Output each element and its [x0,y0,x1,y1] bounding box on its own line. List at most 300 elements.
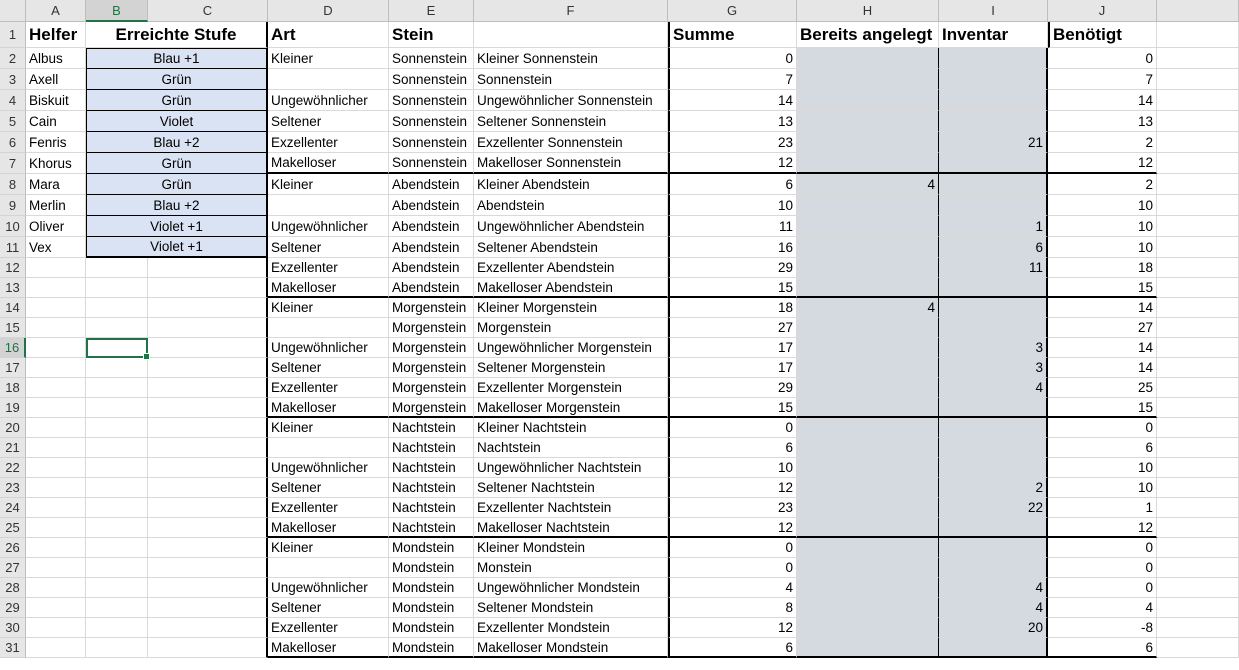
item-art[interactable]: Makelloser [268,518,389,538]
item-summe[interactable]: 11 [668,216,797,237]
item-name[interactable]: Ungewöhnlicher Nachtstein [474,458,668,478]
item-stein[interactable]: Sonnenstein [389,48,474,69]
empty-cell[interactable] [86,398,148,418]
empty-cell[interactable] [148,278,268,298]
empty-cell[interactable] [26,598,86,618]
empty-cell[interactable] [26,638,86,658]
item-name[interactable]: Sonnenstein [474,69,668,90]
empty-cell[interactable] [148,318,268,338]
item-stein[interactable]: Morgenstein [389,338,474,358]
active-cell-b16[interactable] [86,338,148,358]
row-header-8[interactable]: 8 [0,174,26,195]
header-erreichte-stufe[interactable]: Erreichte Stufe [86,22,268,48]
empty-cell[interactable] [86,258,148,278]
item-stein[interactable]: Abendstein [389,278,474,298]
item-summe[interactable]: 12 [668,153,797,174]
item-bereits-angelegt[interactable] [797,378,939,398]
header-name[interactable] [474,22,668,48]
item-name[interactable]: Makelloser Abendstein [474,278,668,298]
item-bereits-angelegt[interactable]: 4 [797,174,939,195]
column-header-e[interactable]: E [389,0,474,22]
item-inventar[interactable] [939,538,1048,558]
item-art[interactable]: Seltener [268,358,389,378]
item-inventar[interactable] [939,48,1048,69]
row-header-22[interactable]: 22 [0,458,26,478]
row-header-24[interactable]: 24 [0,498,26,518]
item-name[interactable]: Exzellenter Nachtstein [474,498,668,518]
item-summe[interactable]: 13 [668,111,797,132]
item-inventar[interactable]: 3 [939,338,1048,358]
item-name[interactable]: Seltener Mondstein [474,598,668,618]
row-header-13[interactable]: 13 [0,278,26,298]
empty-cell[interactable] [1157,398,1239,418]
item-name[interactable]: Morgenstein [474,318,668,338]
empty-cell[interactable] [26,378,86,398]
item-stein[interactable]: Nachtstein [389,518,474,538]
header-benoetigt[interactable]: Benötigt [1048,22,1157,48]
empty-cell[interactable] [86,418,148,438]
item-inventar[interactable] [939,438,1048,458]
item-inventar[interactable] [939,174,1048,195]
column-header-b[interactable]: B [86,0,148,22]
item-art[interactable]: Kleiner [268,418,389,438]
helper-name[interactable]: Biskuit [26,90,86,111]
empty-cell[interactable] [1157,438,1239,458]
empty-cell[interactable] [1157,195,1239,216]
empty-cell[interactable] [86,578,148,598]
item-name[interactable]: Kleiner Mondstein [474,538,668,558]
empty-cell[interactable] [1157,558,1239,578]
item-benoetigt[interactable]: 6 [1048,438,1157,458]
empty-cell[interactable] [148,298,268,318]
item-stein[interactable]: Sonnenstein [389,153,474,174]
item-bereits-angelegt[interactable] [797,458,939,478]
empty-cell[interactable] [148,378,268,398]
item-bereits-angelegt[interactable] [797,69,939,90]
item-bereits-angelegt[interactable] [797,398,939,418]
empty-cell[interactable] [148,638,268,658]
item-stein[interactable]: Mondstein [389,618,474,638]
empty-cell[interactable] [86,438,148,458]
item-stein[interactable]: Sonnenstein [389,132,474,153]
empty-cell[interactable] [148,338,268,358]
row-header-30[interactable]: 30 [0,618,26,638]
empty-cell[interactable] [1157,278,1239,298]
empty-cell[interactable] [1157,458,1239,478]
row-header-1[interactable]: 1 [0,22,26,48]
helper-name[interactable]: Khorus [26,153,86,174]
empty-cell[interactable] [26,278,86,298]
item-inventar[interactable] [939,298,1048,318]
empty-cell[interactable] [148,538,268,558]
item-stein[interactable]: Mondstein [389,578,474,598]
item-inventar[interactable]: 4 [939,378,1048,398]
item-summe[interactable]: 27 [668,318,797,338]
item-benoetigt[interactable]: 27 [1048,318,1157,338]
item-art[interactable]: Ungewöhnlicher [268,216,389,237]
empty-cell[interactable] [26,538,86,558]
empty-cell[interactable] [86,298,148,318]
item-name[interactable]: Exzellenter Sonnenstein [474,132,668,153]
item-inventar[interactable] [939,458,1048,478]
column-header-a[interactable]: A [26,0,86,22]
item-art[interactable] [268,438,389,458]
header-helfer[interactable]: Helfer [26,22,86,48]
item-art[interactable]: Kleiner [268,298,389,318]
item-bereits-angelegt[interactable] [797,358,939,378]
select-all-corner[interactable] [0,0,26,22]
row-header-27[interactable]: 27 [0,558,26,578]
item-benoetigt[interactable]: 0 [1048,418,1157,438]
empty-cell[interactable] [148,618,268,638]
item-stein[interactable]: Abendstein [389,216,474,237]
item-inventar[interactable]: 21 [939,132,1048,153]
empty-cell[interactable] [148,398,268,418]
empty-cell[interactable] [1157,132,1239,153]
empty-cell[interactable] [1157,418,1239,438]
item-inventar[interactable] [939,111,1048,132]
item-benoetigt[interactable]: 4 [1048,598,1157,618]
helper-name[interactable]: Cain [26,111,86,132]
empty-cell[interactable] [1157,174,1239,195]
item-stein[interactable]: Morgenstein [389,378,474,398]
item-stein[interactable]: Morgenstein [389,398,474,418]
item-art[interactable]: Seltener [268,478,389,498]
empty-cell[interactable] [1157,298,1239,318]
item-summe[interactable]: 7 [668,69,797,90]
item-summe[interactable]: 16 [668,237,797,258]
row-header-9[interactable]: 9 [0,195,26,216]
item-benoetigt[interactable]: 10 [1048,237,1157,258]
row-header-17[interactable]: 17 [0,358,26,378]
item-bereits-angelegt[interactable] [797,598,939,618]
empty-cell[interactable] [148,518,268,538]
empty-cell[interactable] [26,438,86,458]
item-inventar[interactable]: 4 [939,578,1048,598]
empty-cell[interactable] [1157,378,1239,398]
empty-cell[interactable] [1157,478,1239,498]
item-stein[interactable]: Abendstein [389,195,474,216]
item-name[interactable]: Makelloser Nachtstein [474,518,668,538]
item-stein[interactable]: Nachtstein [389,458,474,478]
item-name[interactable]: Monstein [474,558,668,578]
helper-name[interactable]: Oliver [26,216,86,237]
empty-cell[interactable] [86,318,148,338]
item-art[interactable] [268,558,389,578]
helper-stufe[interactable]: Grün [86,69,268,90]
item-benoetigt[interactable]: 0 [1048,538,1157,558]
item-name[interactable]: Nachtstein [474,438,668,458]
helper-stufe[interactable]: Blau +2 [86,195,268,216]
item-benoetigt[interactable]: 15 [1048,278,1157,298]
item-art[interactable]: Ungewöhnlicher [268,90,389,111]
item-art[interactable]: Ungewöhnlicher [268,458,389,478]
item-art[interactable] [268,195,389,216]
empty-cell[interactable] [26,338,86,358]
empty-cell[interactable] [86,638,148,658]
column-header-j[interactable]: J [1048,0,1157,22]
item-inventar[interactable]: 11 [939,258,1048,278]
item-stein[interactable]: Morgenstein [389,358,474,378]
item-inventar[interactable] [939,418,1048,438]
item-summe[interactable]: 29 [668,258,797,278]
empty-cell[interactable] [1157,153,1239,174]
item-name[interactable]: Makelloser Morgenstein [474,398,668,418]
empty-cell[interactable] [86,278,148,298]
empty-cell[interactable] [26,618,86,638]
row-header-12[interactable]: 12 [0,258,26,278]
helper-stufe[interactable]: Violet [86,111,268,132]
item-benoetigt[interactable]: -8 [1048,618,1157,638]
item-benoetigt[interactable]: 6 [1048,638,1157,658]
empty-cell[interactable] [1157,598,1239,618]
item-bereits-angelegt[interactable] [797,558,939,578]
item-stein[interactable]: Sonnenstein [389,90,474,111]
item-benoetigt[interactable]: 10 [1048,216,1157,237]
row-header-4[interactable]: 4 [0,90,26,111]
item-name[interactable]: Kleiner Sonnenstein [474,48,668,69]
empty-cell[interactable] [148,558,268,578]
empty-cell[interactable] [26,518,86,538]
row-header-21[interactable]: 21 [0,438,26,458]
item-name[interactable]: Ungewöhnlicher Sonnenstein [474,90,668,111]
item-art[interactable]: Makelloser [268,278,389,298]
empty-cell[interactable] [1157,216,1239,237]
empty-cell[interactable] [1157,237,1239,258]
empty-cell[interactable] [148,418,268,438]
row-header-26[interactable]: 26 [0,538,26,558]
column-header-h[interactable]: H [797,0,939,22]
item-benoetigt[interactable]: 14 [1048,358,1157,378]
item-inventar[interactable] [939,90,1048,111]
item-bereits-angelegt[interactable] [797,418,939,438]
row-header-19[interactable]: 19 [0,398,26,418]
item-inventar[interactable]: 6 [939,237,1048,258]
helper-stufe[interactable]: Violet +1 [86,216,268,237]
empty-cell[interactable] [86,478,148,498]
empty-cell[interactable] [86,378,148,398]
empty-cell[interactable] [86,618,148,638]
helper-name[interactable]: Vex [26,237,86,258]
row-header-14[interactable]: 14 [0,298,26,318]
item-stein[interactable]: Abendstein [389,174,474,195]
item-benoetigt[interactable]: 0 [1048,48,1157,69]
row-header-20[interactable]: 20 [0,418,26,438]
empty-cell[interactable] [1157,358,1239,378]
helper-name[interactable]: Merlin [26,195,86,216]
helper-stufe[interactable]: Blau +1 [86,48,268,69]
item-inventar[interactable]: 1 [939,216,1048,237]
item-benoetigt[interactable]: 18 [1048,258,1157,278]
item-bereits-angelegt[interactable] [797,618,939,638]
item-stein[interactable]: Mondstein [389,538,474,558]
empty-cell[interactable] [1157,111,1239,132]
item-name[interactable]: Ungewöhnlicher Mondstein [474,578,668,598]
item-benoetigt[interactable]: 10 [1048,195,1157,216]
helper-name[interactable]: Albus [26,48,86,69]
item-name[interactable]: Makelloser Mondstein [474,638,668,658]
helper-stufe[interactable]: Grün [86,153,268,174]
item-benoetigt[interactable]: 10 [1048,458,1157,478]
column-header-i[interactable]: I [939,0,1048,22]
item-inventar[interactable] [939,153,1048,174]
empty-cell[interactable] [86,598,148,618]
item-art[interactable]: Ungewöhnlicher [268,578,389,598]
item-bereits-angelegt[interactable] [797,478,939,498]
item-benoetigt[interactable]: 13 [1048,111,1157,132]
item-bereits-angelegt[interactable] [797,538,939,558]
item-summe[interactable]: 18 [668,298,797,318]
empty-cell[interactable] [1157,48,1239,69]
row-header-29[interactable]: 29 [0,598,26,618]
item-bereits-angelegt[interactable] [797,48,939,69]
item-summe[interactable]: 14 [668,90,797,111]
item-summe[interactable]: 0 [668,558,797,578]
empty-cell[interactable] [26,578,86,598]
item-benoetigt[interactable]: 15 [1048,398,1157,418]
column-header-f[interactable]: F [474,0,668,22]
item-name[interactable]: Ungewöhnlicher Morgenstein [474,338,668,358]
header-bereits-angelegt[interactable]: Bereits angelegt [797,22,939,48]
item-summe[interactable]: 17 [668,338,797,358]
item-art[interactable]: Seltener [268,237,389,258]
column-header-c[interactable]: C [148,0,268,22]
item-stein[interactable]: Nachtstein [389,478,474,498]
row-header-18[interactable]: 18 [0,378,26,398]
item-name[interactable]: Makelloser Sonnenstein [474,153,668,174]
item-bereits-angelegt[interactable] [797,132,939,153]
row-header-28[interactable]: 28 [0,578,26,598]
header-inventar[interactable]: Inventar [939,22,1048,48]
item-benoetigt[interactable]: 25 [1048,378,1157,398]
empty-cell[interactable] [26,298,86,318]
empty-cell[interactable] [148,458,268,478]
item-bereits-angelegt[interactable] [797,278,939,298]
helper-stufe[interactable]: Grün [86,174,268,195]
empty-cell[interactable] [26,318,86,338]
item-art[interactable]: Exzellenter [268,618,389,638]
header-art[interactable]: Art [268,22,389,48]
row-header-6[interactable]: 6 [0,132,26,153]
item-benoetigt[interactable]: 10 [1048,478,1157,498]
empty-cell[interactable] [86,518,148,538]
column-header-g[interactable]: G [668,0,797,22]
header-stein[interactable]: Stein [389,22,474,48]
row-header-7[interactable]: 7 [0,153,26,174]
item-stein[interactable]: Mondstein [389,598,474,618]
empty-cell[interactable] [1157,69,1239,90]
item-art[interactable]: Makelloser [268,398,389,418]
item-art[interactable]: Seltener [268,598,389,618]
empty-cell[interactable] [86,558,148,578]
item-stein[interactable]: Sonnenstein [389,69,474,90]
empty-cell[interactable] [148,578,268,598]
item-benoetigt[interactable]: 12 [1048,153,1157,174]
item-inventar[interactable] [939,398,1048,418]
empty-cell[interactable] [148,258,268,278]
item-benoetigt[interactable]: 12 [1048,518,1157,538]
helper-stufe[interactable]: Blau +2 [86,132,268,153]
item-name[interactable]: Seltener Nachtstein [474,478,668,498]
empty-cell[interactable] [1157,538,1239,558]
item-benoetigt[interactable]: 0 [1048,578,1157,598]
item-inventar[interactable] [939,318,1048,338]
item-benoetigt[interactable]: 2 [1048,174,1157,195]
item-stein[interactable]: Morgenstein [389,298,474,318]
empty-cell[interactable] [86,498,148,518]
item-name[interactable]: Ungewöhnlicher Abendstein [474,216,668,237]
item-bereits-angelegt[interactable] [797,638,939,658]
empty-cell[interactable] [1157,498,1239,518]
item-art[interactable]: Kleiner [268,174,389,195]
item-stein[interactable]: Sonnenstein [389,111,474,132]
item-inventar[interactable]: 2 [939,478,1048,498]
item-summe[interactable]: 15 [668,398,797,418]
item-bereits-angelegt[interactable] [797,153,939,174]
item-benoetigt[interactable]: 1 [1048,498,1157,518]
empty-cell[interactable] [26,258,86,278]
item-art[interactable]: Seltener [268,111,389,132]
item-stein[interactable]: Nachtstein [389,418,474,438]
column-header-d[interactable]: D [268,0,389,22]
item-inventar[interactable] [939,195,1048,216]
item-benoetigt[interactable]: 14 [1048,338,1157,358]
item-summe[interactable]: 6 [668,438,797,458]
empty-cell[interactable] [148,478,268,498]
item-summe[interactable]: 17 [668,358,797,378]
item-art[interactable] [268,318,389,338]
item-art[interactable]: Makelloser [268,153,389,174]
item-name[interactable]: Kleiner Morgenstein [474,298,668,318]
item-stein[interactable]: Nachtstein [389,438,474,458]
item-summe[interactable]: 10 [668,195,797,216]
item-summe[interactable]: 6 [668,174,797,195]
item-name[interactable]: Exzellenter Morgenstein [474,378,668,398]
empty-cell[interactable] [26,458,86,478]
row-header-16[interactable]: 16 [0,338,26,358]
item-bereits-angelegt[interactable]: 4 [797,298,939,318]
empty-cell[interactable] [26,498,86,518]
item-bereits-angelegt[interactable] [797,318,939,338]
item-bereits-angelegt[interactable] [797,258,939,278]
item-art[interactable]: Exzellenter [268,258,389,278]
item-bereits-angelegt[interactable] [797,195,939,216]
empty-cell[interactable] [26,558,86,578]
empty-cell[interactable] [1157,318,1239,338]
empty-cell[interactable] [1157,618,1239,638]
item-bereits-angelegt[interactable] [797,498,939,518]
item-stein[interactable]: Mondstein [389,638,474,658]
item-art[interactable]: Exzellenter [268,132,389,153]
item-art[interactable]: Ungewöhnlicher [268,338,389,358]
item-name[interactable]: Kleiner Nachtstein [474,418,668,438]
empty-cell[interactable] [1157,258,1239,278]
item-summe[interactable]: 0 [668,538,797,558]
row-header-15[interactable]: 15 [0,318,26,338]
item-bereits-angelegt[interactable] [797,237,939,258]
item-inventar[interactable] [939,558,1048,578]
item-benoetigt[interactable]: 14 [1048,298,1157,318]
item-inventar[interactable] [939,638,1048,658]
row-header-3[interactable]: 3 [0,69,26,90]
item-bereits-angelegt[interactable] [797,438,939,458]
item-name[interactable]: Abendstein [474,195,668,216]
item-bereits-angelegt[interactable] [797,338,939,358]
item-stein[interactable]: Mondstein [389,558,474,578]
item-bereits-angelegt[interactable] [797,111,939,132]
item-summe[interactable]: 12 [668,518,797,538]
item-bereits-angelegt[interactable] [797,518,939,538]
